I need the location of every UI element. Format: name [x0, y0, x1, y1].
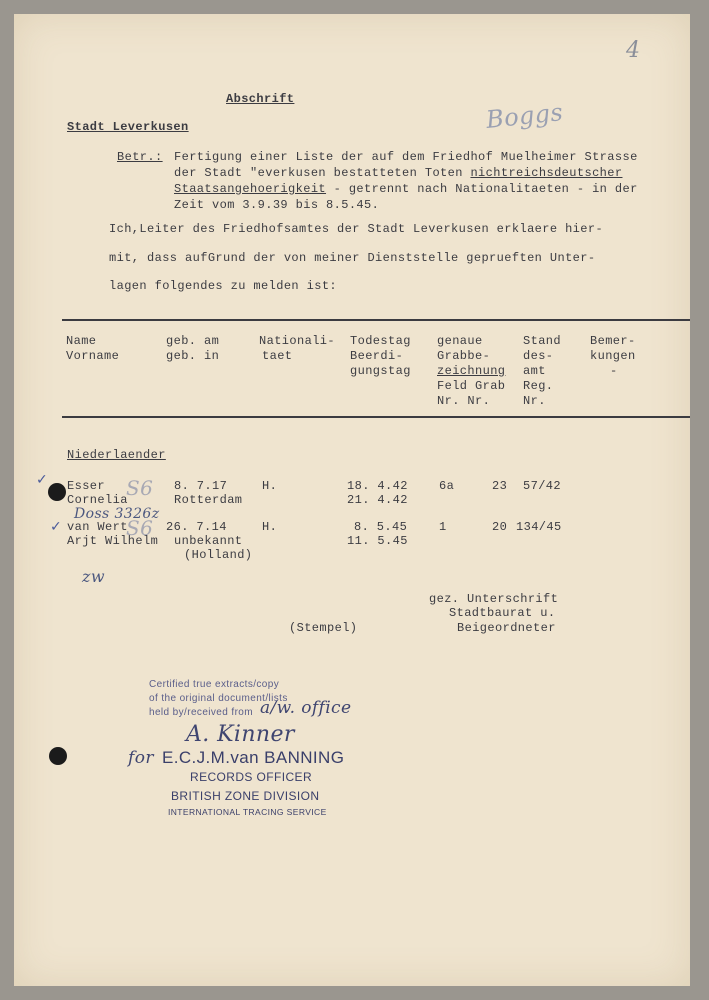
row-firstname: Cornelia	[67, 493, 128, 507]
table-header-rule	[62, 416, 690, 418]
subject-line-4: Zeit vom 3.9.39 bis 8.5.45.	[174, 198, 380, 212]
row-birth-place: Rotterdam	[174, 493, 243, 507]
handwritten-mark-row1: S6	[126, 476, 154, 500]
declaration-line-3: lagen folgendes zu melden ist:	[109, 279, 338, 293]
row-death-date: 8. 5.45	[354, 520, 408, 534]
section-nationality: Niederlaender	[67, 448, 166, 462]
cert-title-2: BRITISH ZONE DIVISION	[171, 789, 320, 803]
header-remarks: Bemer- kungen -	[590, 334, 636, 378]
page-number: 4	[626, 38, 641, 63]
subject-label: Betr.:	[117, 150, 163, 164]
declaration-line-2: mit, dass aufGrund der von meiner Dienststelle geprueften Unter-	[109, 251, 596, 265]
document-heading: Abschrift	[226, 92, 295, 106]
row-surname: Esser	[67, 479, 106, 493]
handwritten-source: a/w. office	[260, 698, 352, 718]
subject-line-1: Fertigung einer Liste der auf dem Friedhof Muelheimer Strasse	[174, 150, 638, 164]
subject-line-2: der Stadt "everkusen bestatteten Toten nichtreichsdeutscher	[174, 166, 623, 180]
checkmark-icon: ✓	[36, 472, 49, 488]
handwritten-signature: A. Kinner	[186, 722, 295, 747]
handwritten-initials: zw	[82, 567, 105, 586]
city-name: Stadt Leverkusen	[67, 120, 189, 134]
row-grave: 23	[492, 479, 508, 493]
row-register: 134/45	[516, 520, 562, 534]
header-name: Name Vorname	[66, 334, 120, 363]
row-birth-date: 8. 7.17	[174, 479, 228, 493]
punch-hole	[49, 747, 67, 765]
stamp-placeholder: (Stempel)	[289, 621, 358, 635]
handwritten-mark-row2: S6	[126, 516, 154, 540]
row-death-date: 18. 4.42	[347, 479, 408, 493]
cert-title-3: INTERNATIONAL TRACING SERVICE	[168, 807, 327, 817]
header-nationality: Nationali- taet	[259, 334, 336, 363]
row-burial-date: 21. 4.42	[347, 493, 408, 507]
row-birth-place: unbekannt	[174, 534, 243, 548]
cert-title-1: RECORDS OFFICER	[190, 770, 313, 784]
row-nationality: H.	[262, 479, 278, 493]
row-field: 1	[439, 520, 447, 534]
header-death: Todestag Beerdi- gungstag	[350, 334, 411, 378]
signature-line-2: Stadtbaurat u.	[449, 606, 556, 620]
declaration-line-1: Ich,Leiter des Friedhofsamtes der Stadt Leverkusen erklaere hier-	[109, 222, 604, 236]
header-grave: genaue Grabbe- zeichnung Feld Grab Nr. Nr.	[437, 334, 506, 408]
document-page	[14, 14, 690, 986]
cert-line-1: Certified true extracts/copy	[149, 679, 280, 690]
cert-line-2: of the original document/lists	[149, 693, 288, 704]
cert-officer-name: E.C.J.M.van BANNING	[162, 748, 345, 767]
row-register: 57/42	[523, 479, 562, 493]
row-firstname: Arjt Wilhelm	[67, 534, 159, 548]
row-nationality: H.	[262, 520, 278, 534]
row-field: 6a	[439, 479, 455, 493]
signature-line-1: gez. Unterschrift	[429, 592, 559, 606]
handwritten-dossier-note: Doss 3326z	[74, 506, 160, 522]
table-top-rule	[62, 319, 690, 321]
handwritten-note-top: Boggs	[484, 98, 565, 134]
cert-line-3: held by/received from	[149, 707, 254, 718]
checkmark-icon: ✓	[50, 519, 63, 535]
header-birth: geb. am geb. in	[166, 334, 220, 363]
punch-hole	[48, 483, 66, 501]
signature-for-prefix: for	[128, 748, 154, 768]
row-grave: 20	[492, 520, 508, 534]
signature-line-3: Beigeordneter	[457, 621, 556, 635]
subject-line-3: Staatsangehoerigkeit - getrennt nach Nationalitaeten - in der	[174, 182, 638, 196]
row-surname: van Wert	[67, 520, 128, 534]
row-birth-place-note: (Holland)	[184, 548, 253, 562]
header-register: Stand des- amt Reg. Nr.	[523, 334, 562, 408]
row-burial-date: 11. 5.45	[347, 534, 408, 548]
row-birth-date: 26. 7.14	[166, 520, 227, 534]
